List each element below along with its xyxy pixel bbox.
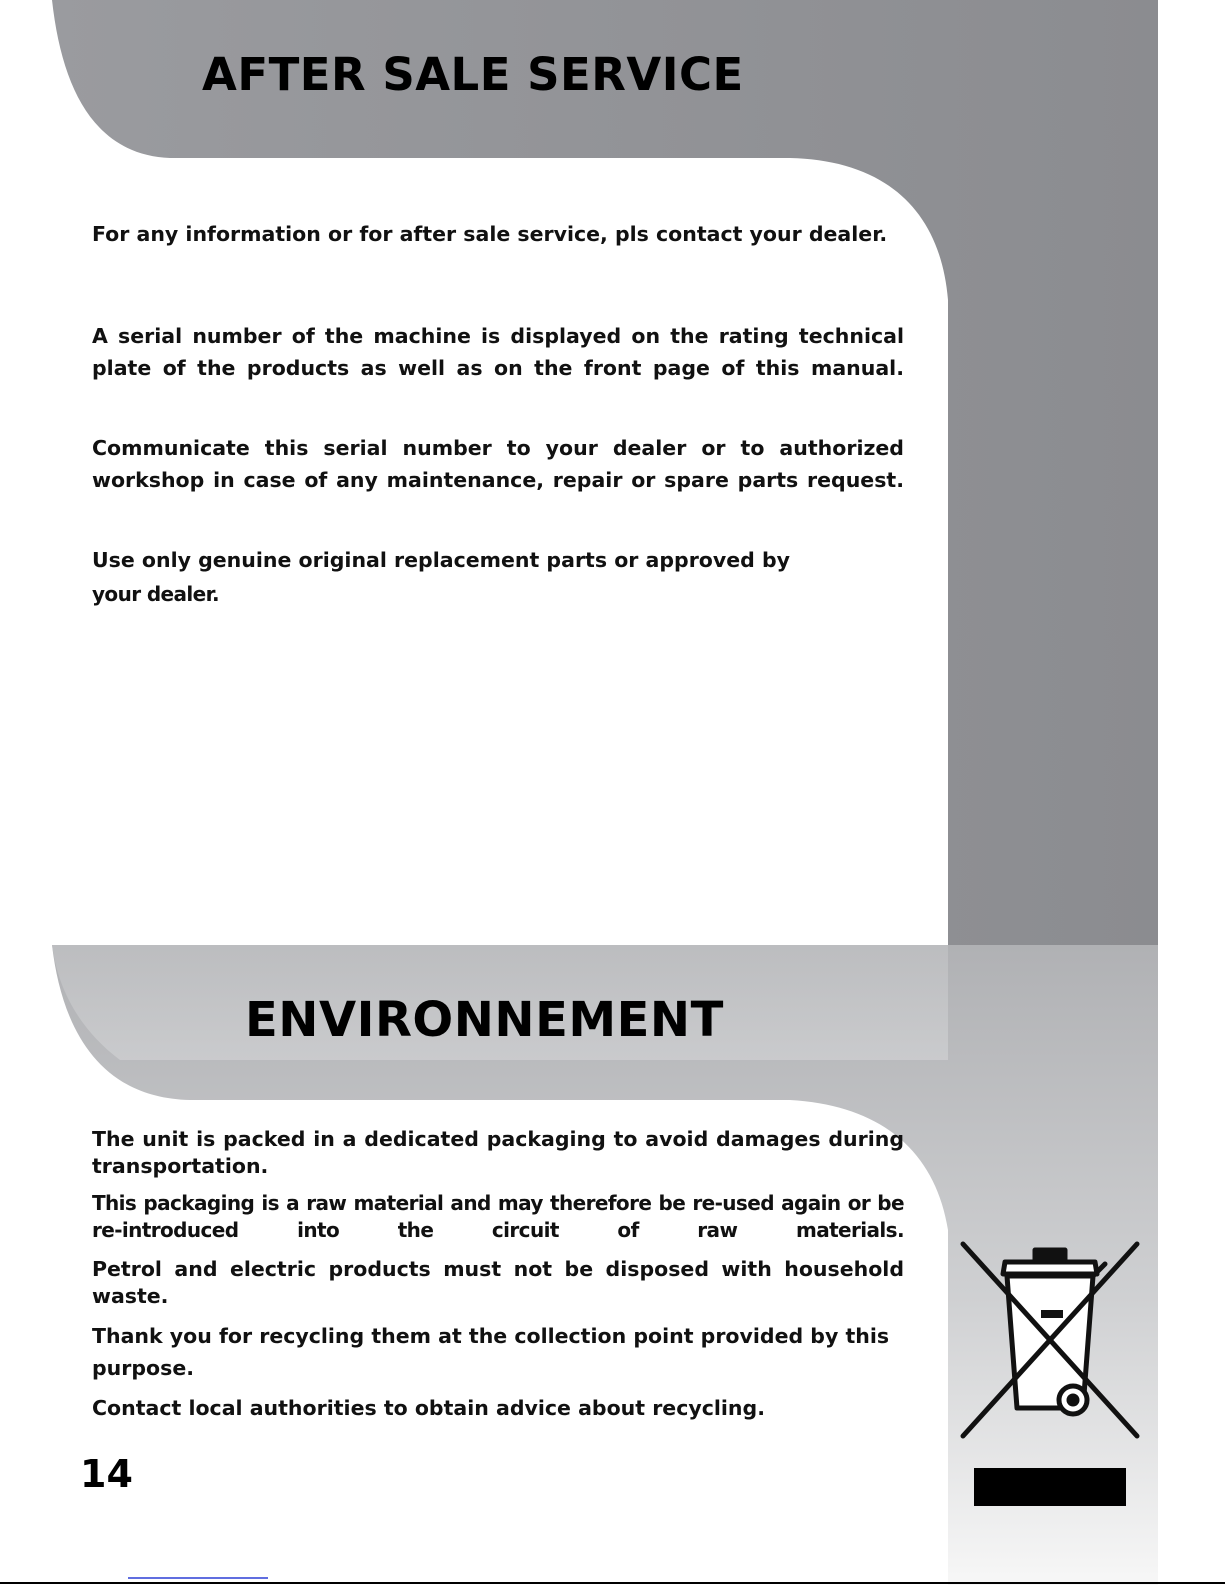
after-sale-paragraph-3: Communicate this serial number to your dealer or to authorized workshop in case of any maintenance, repair or spare parts request.: [92, 436, 904, 492]
crossed-out-wheelie-bin-icon: [955, 1240, 1145, 1440]
environment-title: ENVIRONNEMENT: [245, 992, 724, 1048]
page-number: 14: [80, 1452, 133, 1496]
environment-paragraph-2: This packaging is a raw material and may therefore be re-used again or be re-introduced into the circuit of raw materials.: [92, 1191, 904, 1242]
environment-paragraph-5: Contact local authorities to obtain advice about recycling.: [92, 1396, 765, 1420]
after-sale-paragraph-2: A serial number of the machine is displayed on the rating technical plate of the products as well as on the front page of this manual.: [92, 324, 904, 380]
after-sale-paragraph-1: For any information or for after sale service, pls contact your dealer.: [92, 222, 888, 246]
after-sale-title: AFTER SALE SERVICE: [202, 48, 744, 101]
environment-paragraph-1: The unit is packed in a dedicated packaging to avoid damages during transportation.: [92, 1127, 904, 1178]
environment-paragraph-3: Petrol and electric products must not be disposed with household waste.: [92, 1257, 904, 1308]
environment-paragraph-4: Thank you for recycling them at the collection point provided by this purpose.: [92, 1324, 890, 1380]
after-sale-paragraph-4: Use only genuine original replacement parts or approved by: [92, 548, 791, 572]
black-label-bar: [974, 1468, 1126, 1506]
after-sale-paragraph-5: your dealer.: [92, 582, 220, 606]
